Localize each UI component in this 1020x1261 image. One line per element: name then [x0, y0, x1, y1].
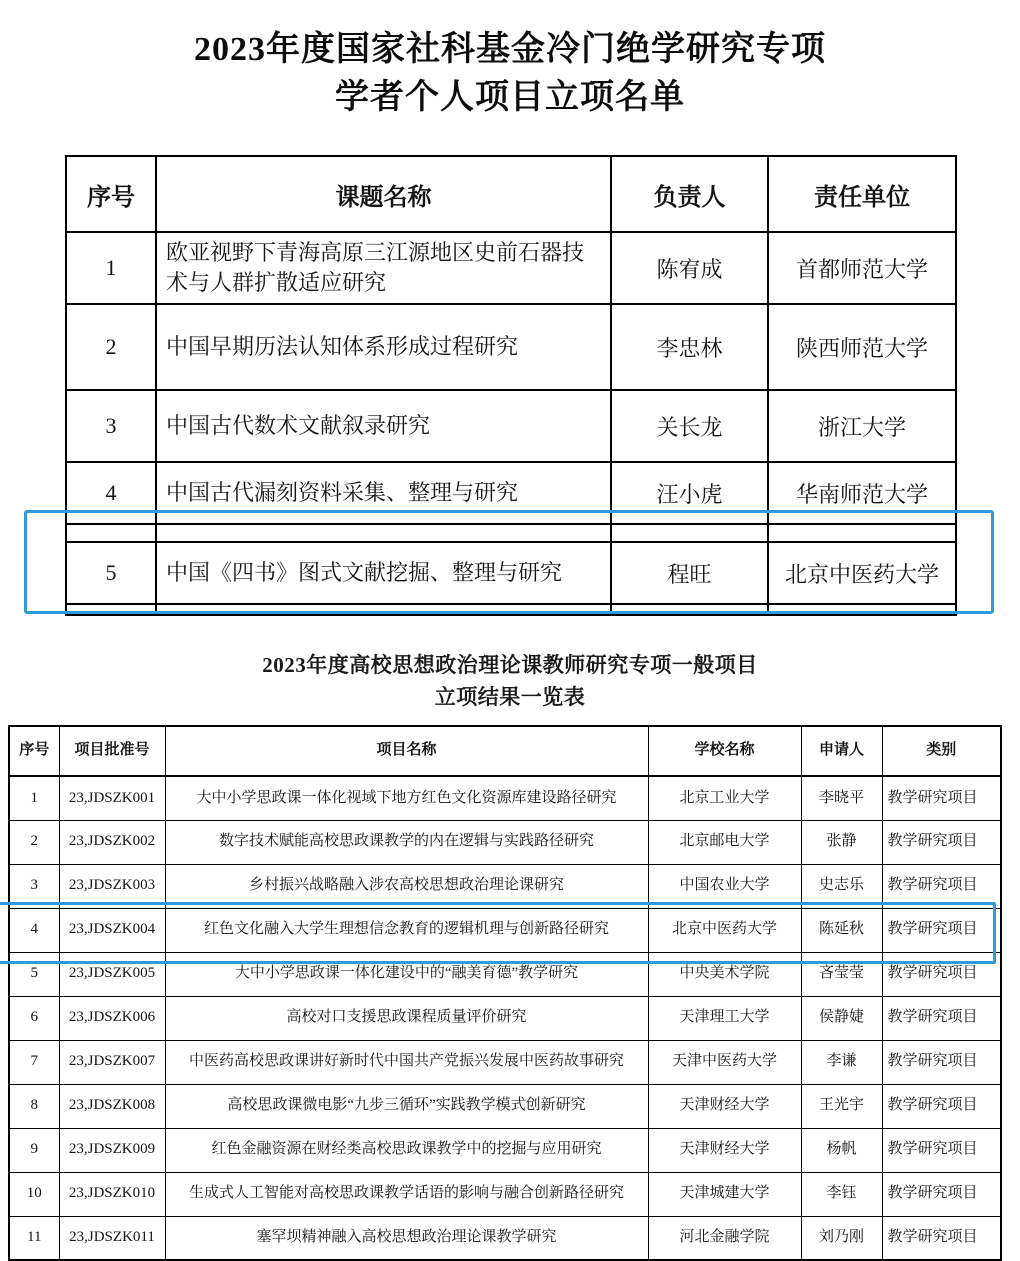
cell-category: 教学研究项目	[882, 908, 1001, 952]
cell-no: 3	[9, 864, 59, 908]
column-header-no: 序号	[9, 726, 59, 776]
cell-no: 6	[9, 996, 59, 1040]
cell-no: 4	[66, 462, 156, 524]
cell-school: 北京邮电大学	[648, 820, 801, 864]
cell-no: 5	[66, 542, 156, 604]
cell-project: 红色文化融入大学生理想信念教育的逻辑机理与创新路径研究	[165, 908, 648, 952]
cell-project: 红色金融资源在财经类高校思政课教学中的挖掘与应用研究	[165, 1128, 648, 1172]
table1-grant-list	[65, 155, 957, 616]
cell-code: 23,JDSZK011	[59, 1216, 165, 1260]
cell-no: 8	[9, 1084, 59, 1128]
cell-no: 1	[9, 776, 59, 820]
column-header-org: 责任单位	[768, 156, 956, 232]
table2-project-results	[8, 725, 1002, 1261]
cell-no: 2	[66, 304, 156, 390]
table1-header	[66, 156, 956, 232]
column-header-leader: 负责人	[611, 156, 768, 232]
cell-leader: 关长龙	[611, 390, 768, 462]
cell-school: 天津城建大学	[648, 1172, 801, 1216]
cell-school: 天津财经大学	[648, 1128, 801, 1172]
table-row	[9, 820, 1001, 864]
cell-no: 3	[66, 390, 156, 462]
cell-school: 中国农业大学	[648, 864, 801, 908]
cell-applicant: 张静	[801, 820, 882, 864]
cell-code: 23,JDSZK008	[59, 1084, 165, 1128]
column-header-no: 序号	[66, 156, 156, 232]
table-row	[9, 1216, 1001, 1260]
cell-code: 23,JDSZK010	[59, 1172, 165, 1216]
cell-applicant: 陈延秋	[801, 908, 882, 952]
cell-code: 23,JDSZK006	[59, 996, 165, 1040]
cell-school: 天津中医药大学	[648, 1040, 801, 1084]
cell-org: 浙江大学	[768, 390, 956, 462]
table-row	[9, 908, 1001, 952]
cell-leader: 汪小虎	[611, 462, 768, 524]
table2-title: 2023年度高校思想政治理论课教师研究专项一般项目 立项结果一览表	[262, 653, 758, 709]
table-row	[9, 1172, 1001, 1216]
cell-project: 中国早期历法认知体系形成过程研究	[156, 304, 611, 390]
cell-code: 23,JDSZK003	[59, 864, 165, 908]
cell-applicant: 王光宇	[801, 1084, 882, 1128]
cell-no: 9	[9, 1128, 59, 1172]
cell-category: 教学研究项目	[882, 1128, 1001, 1172]
column-header-project: 项目名称	[165, 726, 648, 776]
cell-applicant: 李谦	[801, 1040, 882, 1084]
cell-org: 北京中医药大学	[768, 542, 956, 604]
cell-no: 10	[9, 1172, 59, 1216]
table-row	[9, 864, 1001, 908]
cell-org: 首都师范大学	[768, 232, 956, 304]
table-row	[9, 1084, 1001, 1128]
cell-code: 23,JDSZK004	[59, 908, 165, 952]
cell-project: 中国《四书》图式文献挖掘、整理与研究	[156, 542, 611, 604]
table-row	[66, 462, 956, 524]
cell-code: 23,JDSZK007	[59, 1040, 165, 1084]
cell-applicant: 杨帆	[801, 1128, 882, 1172]
cell-project: 中国古代漏刻资料采集、整理与研究	[156, 462, 611, 524]
cell-project: 大中小学思政课一体化建设中的“融美育德”教学研究	[165, 952, 648, 996]
table1-title: 2023年度国家社科基金冷门绝学研究专项 学者个人项目立项名单	[194, 31, 826, 117]
cell-project: 生成式人工智能对高校思政课教学话语的影响与融合创新路径研究	[165, 1172, 648, 1216]
table2-header	[9, 726, 1001, 776]
cell-leader: 陈宥成	[611, 232, 768, 304]
table-header-row	[9, 726, 1001, 776]
column-header-project: 课题名称	[156, 156, 611, 232]
column-header-category: 类别	[882, 726, 1001, 776]
cell-project: 中国古代数术文献叙录研究	[156, 390, 611, 462]
cell-school: 北京工业大学	[648, 776, 801, 820]
cell-project: 数字技术赋能高校思政课教学的内在逻辑与实践路径研究	[165, 820, 648, 864]
column-header-code: 项目批准号	[59, 726, 165, 776]
table1-bottom-stub	[66, 604, 956, 615]
table-row	[9, 952, 1001, 996]
cell-no: 7	[9, 1040, 59, 1084]
cell-no: 2	[9, 820, 59, 864]
seam-spacer-row	[66, 524, 956, 542]
cell-category: 教学研究项目	[882, 820, 1001, 864]
cell-no: 4	[9, 908, 59, 952]
table-row	[66, 542, 956, 604]
cell-code: 23,JDSZK001	[59, 776, 165, 820]
table-row	[9, 776, 1001, 820]
cell-applicant: 刘乃刚	[801, 1216, 882, 1260]
cell-no: 5	[9, 952, 59, 996]
cell-project: 高校思政课微电影“九步三循环”实践教学模式创新研究	[165, 1084, 648, 1128]
cell-school: 北京中医药大学	[648, 908, 801, 952]
cell-code: 23,JDSZK009	[59, 1128, 165, 1172]
table-header-row	[66, 156, 956, 232]
cell-code: 23,JDSZK005	[59, 952, 165, 996]
cell-applicant: 李晓平	[801, 776, 882, 820]
cell-school: 天津理工大学	[648, 996, 801, 1040]
cell-category: 教学研究项目	[882, 1216, 1001, 1260]
cell-leader: 程旺	[611, 542, 768, 604]
table-row	[9, 1040, 1001, 1084]
cell-category: 教学研究项目	[882, 1040, 1001, 1084]
cell-no: 1	[66, 232, 156, 304]
cell-applicant: 吝莹莹	[801, 952, 882, 996]
column-header-applicant: 申请人	[801, 726, 882, 776]
table-row	[66, 390, 956, 462]
cell-project: 高校对口支援思政课程质量评价研究	[165, 996, 648, 1040]
cell-category: 教学研究项目	[882, 952, 1001, 996]
cell-project: 塞罕坝精神融入高校思想政治理论课教学研究	[165, 1216, 648, 1260]
cell-category: 教学研究项目	[882, 996, 1001, 1040]
table1-seam	[66, 524, 956, 542]
cell-project: 中医药高校思政课讲好新时代中国共产党振兴发展中医药故事研究	[165, 1040, 648, 1084]
cell-school: 天津财经大学	[648, 1084, 801, 1128]
cell-org: 华南师范大学	[768, 462, 956, 524]
cell-code: 23,JDSZK002	[59, 820, 165, 864]
cell-school: 中央美术学院	[648, 952, 801, 996]
cell-applicant: 侯静婕	[801, 996, 882, 1040]
column-header-school: 学校名称	[648, 726, 801, 776]
cell-applicant: 李钰	[801, 1172, 882, 1216]
cell-applicant: 史志乐	[801, 864, 882, 908]
cell-category: 教学研究项目	[882, 776, 1001, 820]
cell-no: 11	[9, 1216, 59, 1260]
cell-project: 乡村振兴战略融入涉农高校思想政治理论课研究	[165, 864, 648, 908]
cell-leader: 李忠林	[611, 304, 768, 390]
table-row	[66, 232, 956, 304]
cell-project: 大中小学思政课一体化视域下地方红色文化资源库建设路径研究	[165, 776, 648, 820]
table-row	[9, 1128, 1001, 1172]
cell-category: 教学研究项目	[882, 1172, 1001, 1216]
cell-school: 河北金融学院	[648, 1216, 801, 1260]
table-row	[9, 996, 1001, 1040]
cell-category: 教学研究项目	[882, 1084, 1001, 1128]
cell-org: 陕西师范大学	[768, 304, 956, 390]
cell-category: 教学研究项目	[882, 864, 1001, 908]
cell-project: 欧亚视野下青海高原三江源地区史前石器技术与人群扩散适应研究	[156, 232, 611, 304]
table-row	[66, 304, 956, 390]
bottom-stub-row	[66, 604, 956, 615]
